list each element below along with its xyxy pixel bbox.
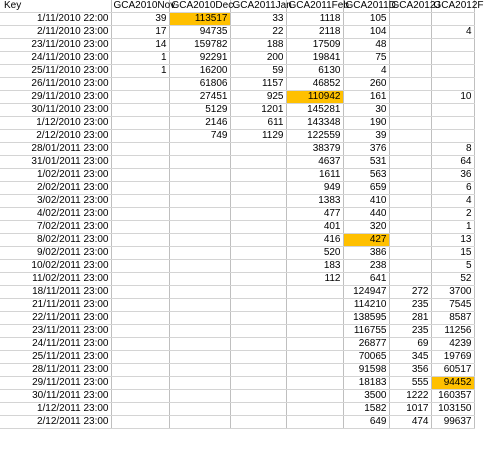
table-cell[interactable] [230, 273, 286, 286]
table-row [0, 117, 474, 130]
table-cell[interactable]: 19841 [286, 52, 343, 65]
table-cell[interactable] [111, 91, 169, 104]
table-row [0, 91, 474, 104]
table-cell[interactable] [111, 312, 169, 325]
table-cell[interactable] [111, 221, 169, 234]
table-cell[interactable] [431, 117, 474, 130]
table-cell[interactable]: 200 [230, 52, 286, 65]
table-cell[interactable] [230, 325, 286, 338]
table-cell[interactable]: 1 [431, 221, 474, 234]
table-cell[interactable] [230, 208, 286, 221]
table-cell[interactable]: 122559 [286, 130, 343, 143]
table-cell[interactable] [111, 260, 169, 273]
table-row [0, 338, 474, 351]
table-cell[interactable] [389, 273, 431, 286]
table-cell[interactable] [389, 130, 431, 143]
table-cell[interactable] [389, 117, 431, 130]
table-cell[interactable]: 2118 [286, 26, 343, 39]
table-cell[interactable]: 4239 [431, 338, 474, 351]
table-cell[interactable]: 1222 [389, 390, 431, 403]
table-cell[interactable] [230, 312, 286, 325]
table-cell[interactable]: 26877 [343, 338, 389, 351]
table-cell[interactable]: 75 [343, 52, 389, 65]
table-row [0, 247, 474, 260]
table-cell[interactable] [111, 299, 169, 312]
table-cell[interactable]: 555 [389, 377, 431, 390]
table-cell[interactable] [169, 299, 230, 312]
table-cell[interactable]: 260 [343, 78, 389, 91]
table-cell[interactable] [230, 195, 286, 208]
table-cell[interactable]: 70065 [343, 351, 389, 364]
table-row [0, 169, 474, 182]
table-cell[interactable]: 39 [343, 130, 389, 143]
table-cell[interactable]: 356 [389, 364, 431, 377]
table-cell[interactable] [389, 104, 431, 117]
table-cell[interactable] [111, 182, 169, 195]
table-cell[interactable]: 1582 [343, 403, 389, 416]
table-cell[interactable] [230, 182, 286, 195]
table-row [0, 156, 474, 169]
table-cell[interactable] [286, 325, 343, 338]
table-row [0, 78, 474, 91]
table-cell[interactable]: 59 [230, 65, 286, 78]
row-key-cell[interactable]: 7/02/2011 23:00 [0, 221, 111, 234]
table-cell[interactable]: 410 [343, 195, 389, 208]
table-cell[interactable]: 345 [389, 351, 431, 364]
table-cell[interactable] [230, 143, 286, 156]
table-cell[interactable]: 14 [111, 39, 169, 52]
table-cell[interactable]: 18183 [343, 377, 389, 390]
table-cell[interactable]: 3700 [431, 286, 474, 299]
table-cell[interactable] [169, 260, 230, 273]
table-cell[interactable] [389, 208, 431, 221]
table-cell[interactable]: 1383 [286, 195, 343, 208]
table-cell[interactable] [111, 273, 169, 286]
table-cell[interactable] [286, 312, 343, 325]
table-cell[interactable]: 138595 [343, 312, 389, 325]
table-row [0, 351, 474, 364]
table-cell[interactable] [431, 65, 474, 78]
table-cell[interactable]: 641 [343, 273, 389, 286]
table-cell[interactable] [389, 182, 431, 195]
column-header-gca2011jan[interactable]: GCA2011Jan [230, 0, 286, 13]
table-cell[interactable] [230, 364, 286, 377]
row-key-cell[interactable]: 30/11/2010 23:00 [0, 104, 111, 117]
table-cell[interactable] [111, 195, 169, 208]
table-cell[interactable] [169, 364, 230, 377]
table-cell[interactable]: 659 [343, 182, 389, 195]
table-cell[interactable]: 30 [343, 104, 389, 117]
table-cell[interactable] [431, 104, 474, 117]
table-cell[interactable]: 401 [286, 221, 343, 234]
table-cell[interactable]: 99637 [431, 416, 474, 429]
table-cell[interactable] [286, 364, 343, 377]
table-row [0, 104, 474, 117]
table-cell[interactable] [111, 325, 169, 338]
table-cell[interactable]: 235 [389, 299, 431, 312]
table-cell[interactable]: 22 [230, 26, 286, 39]
table-cell[interactable] [169, 143, 230, 156]
table-cell[interactable]: 440 [343, 208, 389, 221]
table-cell[interactable]: 563 [343, 169, 389, 182]
table-cell[interactable]: 46852 [286, 78, 343, 91]
table-cell[interactable]: 2 [431, 208, 474, 221]
table-row [0, 364, 474, 377]
table-cell[interactable]: 143348 [286, 117, 343, 130]
table-cell[interactable]: 1611 [286, 169, 343, 182]
table-cell[interactable] [389, 39, 431, 52]
table-cell[interactable]: 749 [169, 130, 230, 143]
table-cell[interactable]: 113517 [169, 13, 230, 26]
table-cell[interactable] [389, 91, 431, 104]
table-cell[interactable] [230, 416, 286, 429]
table-cell[interactable]: 112 [286, 273, 343, 286]
table-cell[interactable] [431, 39, 474, 52]
row-key-cell[interactable]: 23/11/2011 23:00 [0, 325, 111, 338]
table-cell[interactable] [389, 221, 431, 234]
table-cell[interactable]: 38379 [286, 143, 343, 156]
table-cell[interactable]: 17509 [286, 39, 343, 52]
table-cell[interactable] [169, 182, 230, 195]
table-row [0, 299, 474, 312]
table-row [0, 65, 474, 78]
table-cell[interactable] [169, 273, 230, 286]
row-key-cell[interactable]: 8/02/2011 23:00 [0, 234, 111, 247]
table-cell[interactable]: 416 [286, 234, 343, 247]
table-cell[interactable]: 7545 [431, 299, 474, 312]
column-header-gca2012f[interactable]: GCA2012F [431, 0, 474, 13]
row-key-cell[interactable]: 4/02/2011 23:00 [0, 208, 111, 221]
table-cell[interactable] [111, 390, 169, 403]
table-cell[interactable] [169, 156, 230, 169]
table-cell[interactable] [431, 52, 474, 65]
table-cell[interactable] [111, 338, 169, 351]
table-cell[interactable] [389, 234, 431, 247]
table-row [0, 312, 474, 325]
table-cell[interactable] [230, 156, 286, 169]
table-cell[interactable] [389, 247, 431, 260]
table-cell[interactable]: 104 [343, 26, 389, 39]
table-cell[interactable] [111, 104, 169, 117]
table-cell[interactable]: 183 [286, 260, 343, 273]
table-cell[interactable]: 36 [431, 169, 474, 182]
table-cell[interactable]: 6 [431, 182, 474, 195]
row-key-cell[interactable]: 29/11/2010 23:00 [0, 91, 111, 104]
column-header-key[interactable]: Key [0, 0, 111, 13]
table-cell[interactable] [111, 351, 169, 364]
table-row [0, 260, 474, 273]
table-cell[interactable] [230, 390, 286, 403]
table-cell[interactable]: 1201 [230, 104, 286, 117]
table-cell[interactable]: 272 [389, 286, 431, 299]
table-cell[interactable] [389, 65, 431, 78]
row-key-cell[interactable]: 1/02/2011 23:00 [0, 169, 111, 182]
table-cell[interactable] [169, 390, 230, 403]
table-cell[interactable]: 4 [431, 26, 474, 39]
table-row [0, 143, 474, 156]
row-key-cell[interactable]: 22/11/2011 23:00 [0, 312, 111, 325]
row-key-cell[interactable]: 30/11/2011 23:00 [0, 390, 111, 403]
table-row [0, 377, 474, 390]
column-header-gca2011d[interactable]: GCA2011D [343, 0, 389, 13]
table-cell[interactable]: 1157 [230, 78, 286, 91]
table-row [0, 52, 474, 65]
table-cell[interactable] [111, 247, 169, 260]
table-row [0, 416, 474, 429]
table-row [0, 195, 474, 208]
table-cell[interactable]: 10 [431, 91, 474, 104]
table-cell[interactable] [111, 169, 169, 182]
table-cell[interactable]: 39 [111, 13, 169, 26]
table-cell[interactable] [169, 208, 230, 221]
row-key-cell[interactable]: 2/12/2011 23:00 [0, 416, 111, 429]
table-cell[interactable] [389, 13, 431, 26]
column-header-gca2011feb[interactable]: GCA2011Feb [286, 0, 343, 13]
table-cell[interactable] [389, 260, 431, 273]
table-cell[interactable] [111, 143, 169, 156]
column-header-gca2012j[interactable]: GCA2012J [389, 0, 431, 13]
table-cell[interactable] [111, 156, 169, 169]
table-row [0, 286, 474, 299]
table-cell[interactable] [230, 221, 286, 234]
row-key-cell[interactable]: 3/02/2011 23:00 [0, 195, 111, 208]
table-cell[interactable]: 477 [286, 208, 343, 221]
row-key-cell[interactable]: 2/11/2010 23:00 [0, 26, 111, 39]
column-header-gca2010nov[interactable]: GCA2010Nov [111, 0, 169, 13]
table-cell[interactable] [230, 234, 286, 247]
row-key-cell[interactable]: 24/11/2010 23:00 [0, 52, 111, 65]
table-row [0, 221, 474, 234]
header-row [0, 0, 474, 13]
table-cell[interactable]: 1129 [230, 130, 286, 143]
row-key-cell[interactable]: 2/12/2010 23:00 [0, 130, 111, 143]
table-row [0, 26, 474, 39]
table-cell[interactable]: 2146 [169, 117, 230, 130]
table-cell[interactable]: 13 [431, 234, 474, 247]
table-cell[interactable]: 611 [230, 117, 286, 130]
table-cell[interactable]: 531 [343, 156, 389, 169]
row-key-cell[interactable]: 25/11/2011 23:00 [0, 351, 111, 364]
table-cell[interactable]: 925 [230, 91, 286, 104]
table-cell[interactable] [111, 416, 169, 429]
table-cell[interactable] [169, 377, 230, 390]
table-cell[interactable] [389, 195, 431, 208]
table-cell[interactable] [169, 169, 230, 182]
table-cell[interactable]: 474 [389, 416, 431, 429]
table-cell[interactable]: 5 [431, 260, 474, 273]
table-cell[interactable]: 3500 [343, 390, 389, 403]
table-cell[interactable]: 16200 [169, 65, 230, 78]
table-cell[interactable]: 103150 [431, 403, 474, 416]
table-cell[interactable]: 114210 [343, 299, 389, 312]
table-cell[interactable] [111, 403, 169, 416]
row-key-cell[interactable]: 31/01/2011 23:00 [0, 156, 111, 169]
row-key-cell[interactable]: 2/02/2011 23:00 [0, 182, 111, 195]
row-key-cell[interactable]: 28/11/2011 23:00 [0, 364, 111, 377]
table-row [0, 182, 474, 195]
row-key-cell[interactable]: 24/11/2011 23:00 [0, 338, 111, 351]
table-cell[interactable]: 1 [111, 65, 169, 78]
table-cell[interactable]: 320 [343, 221, 389, 234]
table-cell[interactable]: 238 [343, 260, 389, 273]
table-cell[interactable] [111, 364, 169, 377]
table-cell[interactable] [389, 143, 431, 156]
column-header-gca2010dec[interactable]: GCA2010Dec [169, 0, 230, 13]
table-cell[interactable]: 91598 [343, 364, 389, 377]
table-cell[interactable] [169, 325, 230, 338]
table-row [0, 403, 474, 416]
table-cell[interactable] [286, 338, 343, 351]
table-cell[interactable] [286, 286, 343, 299]
table-cell[interactable]: 8 [431, 143, 474, 156]
table-cell[interactable]: 105 [343, 13, 389, 26]
table-cell[interactable] [111, 234, 169, 247]
row-key-cell[interactable]: 1/12/2011 23:00 [0, 403, 111, 416]
table-cell[interactable] [169, 416, 230, 429]
row-key-cell[interactable]: 18/11/2011 23:00 [0, 286, 111, 299]
table-cell[interactable] [389, 156, 431, 169]
table-cell[interactable] [389, 78, 431, 91]
table-cell[interactable] [111, 208, 169, 221]
table-cell[interactable]: 649 [343, 416, 389, 429]
row-key-cell[interactable]: 1/12/2010 23:00 [0, 117, 111, 130]
table-cell[interactable]: 145281 [286, 104, 343, 117]
table-cell[interactable]: 27451 [169, 91, 230, 104]
table-cell[interactable]: 48 [343, 39, 389, 52]
table-cell[interactable]: 110942 [286, 91, 343, 104]
table-cell[interactable] [169, 338, 230, 351]
table-cell[interactable]: 520 [286, 247, 343, 260]
table-cell[interactable]: 5129 [169, 104, 230, 117]
table-cell[interactable]: 94735 [169, 26, 230, 39]
table-cell[interactable] [169, 247, 230, 260]
table-cell[interactable]: 116755 [343, 325, 389, 338]
row-key-cell[interactable]: 25/11/2010 23:00 [0, 65, 111, 78]
row-key-cell[interactable]: 26/11/2010 23:00 [0, 78, 111, 91]
row-key-cell[interactable]: 11/02/2011 23:00 [0, 273, 111, 286]
table-row [0, 39, 474, 52]
table-cell[interactable]: 4 [431, 195, 474, 208]
table-cell[interactable] [169, 312, 230, 325]
table-cell[interactable] [431, 13, 474, 26]
table-cell[interactable] [169, 403, 230, 416]
table-cell[interactable] [169, 195, 230, 208]
table-cell[interactable] [431, 130, 474, 143]
table-cell[interactable]: 159782 [169, 39, 230, 52]
table-cell[interactable]: 161 [343, 91, 389, 104]
table-cell[interactable]: 92291 [169, 52, 230, 65]
table-cell[interactable]: 94452 [431, 377, 474, 390]
table-cell[interactable]: 124947 [343, 286, 389, 299]
row-key-cell[interactable]: 1/11/2010 22:00 [0, 13, 111, 26]
table-cell[interactable]: 235 [389, 325, 431, 338]
table-row [0, 208, 474, 221]
table-cell[interactable]: 60517 [431, 364, 474, 377]
table-cell[interactable] [111, 78, 169, 91]
table-cell[interactable] [286, 377, 343, 390]
table-cell[interactable]: 386 [343, 247, 389, 260]
table-cell[interactable]: 15 [431, 247, 474, 260]
table-cell[interactable] [286, 416, 343, 429]
table-cell[interactable]: 8587 [431, 312, 474, 325]
table-cell[interactable]: 11256 [431, 325, 474, 338]
table-cell[interactable] [169, 351, 230, 364]
table-cell[interactable]: 190 [343, 117, 389, 130]
table-cell[interactable] [230, 260, 286, 273]
row-key-cell[interactable]: 10/02/2011 23:00 [0, 260, 111, 273]
table-cell[interactable]: 52 [431, 273, 474, 286]
table-cell[interactable] [389, 26, 431, 39]
table-cell[interactable] [169, 221, 230, 234]
table-row [0, 13, 474, 26]
table-cell[interactable] [389, 52, 431, 65]
table-cell[interactable] [111, 130, 169, 143]
table-cell[interactable]: 4637 [286, 156, 343, 169]
table-cell[interactable]: 1 [111, 52, 169, 65]
table-row [0, 325, 474, 338]
table-cell[interactable]: 6130 [286, 65, 343, 78]
table-row [0, 390, 474, 403]
table-cell[interactable] [111, 377, 169, 390]
table-row [0, 273, 474, 286]
table-cell[interactable] [286, 299, 343, 312]
table-cell[interactable]: 4 [343, 65, 389, 78]
table-cell[interactable]: 17 [111, 26, 169, 39]
table-cell[interactable]: 19769 [431, 351, 474, 364]
table-cell[interactable] [286, 403, 343, 416]
table-cell[interactable] [230, 351, 286, 364]
table-cell[interactable]: 376 [343, 143, 389, 156]
table-row [0, 130, 474, 143]
table-cell[interactable]: 69 [389, 338, 431, 351]
table-cell[interactable]: 1017 [389, 403, 431, 416]
row-key-cell[interactable]: 21/11/2011 23:00 [0, 299, 111, 312]
table-cell[interactable] [389, 169, 431, 182]
table-cell[interactable]: 33 [230, 13, 286, 26]
table-cell[interactable] [230, 286, 286, 299]
table-cell[interactable] [111, 286, 169, 299]
table-cell[interactable] [230, 169, 286, 182]
table-cell[interactable]: 160357 [431, 390, 474, 403]
table-cell[interactable] [230, 403, 286, 416]
table-cell[interactable] [111, 117, 169, 130]
table-cell[interactable]: 949 [286, 182, 343, 195]
table-cell[interactable] [286, 351, 343, 364]
row-key-cell[interactable]: 23/11/2010 23:00 [0, 39, 111, 52]
table-cell[interactable] [431, 78, 474, 91]
table-cell[interactable]: 1118 [286, 13, 343, 26]
table-cell[interactable]: 427 [343, 234, 389, 247]
table-cell[interactable] [230, 338, 286, 351]
table-cell[interactable]: 64 [431, 156, 474, 169]
row-key-cell[interactable]: 29/11/2011 23:00 [0, 377, 111, 390]
row-key-cell[interactable]: 9/02/2011 23:00 [0, 247, 111, 260]
table-cell[interactable] [230, 377, 286, 390]
row-key-cell[interactable]: 28/01/2011 23:00 [0, 143, 111, 156]
table-cell[interactable]: 61806 [169, 78, 230, 91]
table-cell[interactable]: 281 [389, 312, 431, 325]
table-cell[interactable] [230, 247, 286, 260]
table-cell[interactable] [286, 390, 343, 403]
table-cell[interactable] [169, 234, 230, 247]
table-cell[interactable]: 188 [230, 39, 286, 52]
table-cell[interactable] [169, 286, 230, 299]
table-cell[interactable] [230, 299, 286, 312]
table-row [0, 234, 474, 247]
